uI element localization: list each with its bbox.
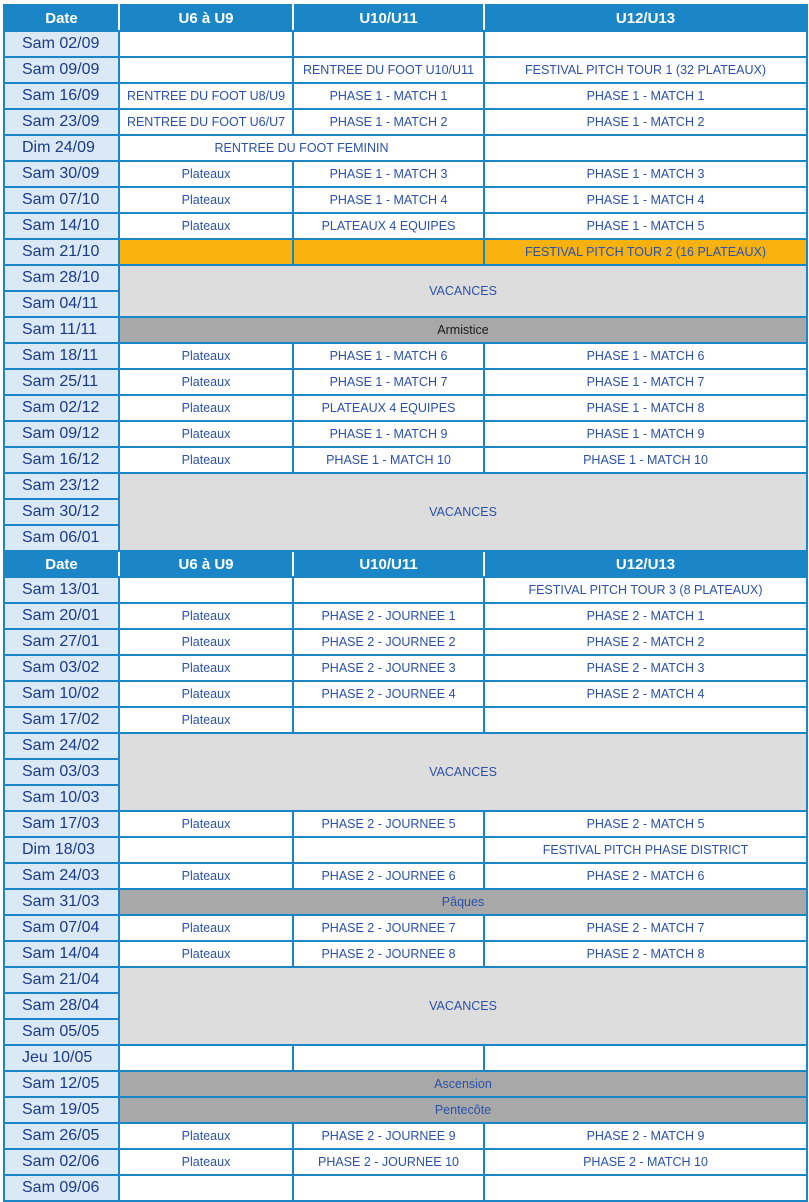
holiday-cell: Pentecôte (119, 1097, 807, 1123)
cell-u12-u13 (484, 707, 807, 733)
cell-u10-u11: PHASE 2 - JOURNEE 2 (293, 629, 484, 655)
cell-u12-u13: PHASE 2 - MATCH 2 (484, 629, 807, 655)
cell-u6-u9: Plateaux (119, 213, 293, 239)
row-date: Sam 19/05 (4, 1097, 119, 1123)
row-date: Sam 17/02 (4, 707, 119, 733)
row-date: Sam 14/04 (4, 941, 119, 967)
cell-u6-u9: Plateaux (119, 447, 293, 473)
cell-u6-u9 (119, 577, 293, 603)
cell-u6-u9: Plateaux (119, 1149, 293, 1175)
cell-u6-u9 (119, 239, 293, 265)
cell-u6-u9: RENTREE DU FOOT U8/U9 (119, 83, 293, 109)
cell-u10-u11: PHASE 2 - JOURNEE 6 (293, 863, 484, 889)
cell-u12-u13: PHASE 2 - MATCH 4 (484, 681, 807, 707)
schedule-row (4, 941, 807, 967)
cell-u6-u9: Plateaux (119, 161, 293, 187)
header-u6-u9: U6 à U9 (119, 551, 293, 577)
cell-u12-u13: PHASE 1 - MATCH 7 (484, 369, 807, 395)
cell-u6-u9: Plateaux (119, 707, 293, 733)
cell-u12-u13: PHASE 1 - MATCH 8 (484, 395, 807, 421)
cell-u12-u13: FESTIVAL PITCH TOUR 1 (32 PLATEAUX) (484, 57, 807, 83)
cell-u6-u9: Plateaux (119, 421, 293, 447)
cell-u10-u11: PHASE 2 - JOURNEE 5 (293, 811, 484, 837)
row-date: Sam 21/10 (4, 239, 119, 265)
schedule-row (4, 57, 807, 83)
row-date: Sam 23/09 (4, 109, 119, 135)
schedule-row (4, 213, 807, 239)
schedule-row (4, 1149, 807, 1175)
row-date: Sam 11/11 (4, 317, 119, 343)
schedule-row (4, 1045, 807, 1071)
cell-u10-u11: PHASE 1 - MATCH 9 (293, 421, 484, 447)
row-date: Sam 02/09 (4, 31, 119, 57)
row-date: Sam 26/05 (4, 1123, 119, 1149)
cell-u12-u13: PHASE 2 - MATCH 9 (484, 1123, 807, 1149)
header-row (4, 551, 807, 577)
cell-u6-u9: Plateaux (119, 681, 293, 707)
row-date: Sam 13/01 (4, 577, 119, 603)
row-date: Sam 02/12 (4, 395, 119, 421)
cell-u10-u11: PHASE 2 - JOURNEE 10 (293, 1149, 484, 1175)
header-u10-u11: U10/U11 (293, 551, 484, 577)
schedule-row (4, 733, 807, 759)
row-date: Sam 09/12 (4, 421, 119, 447)
cell-u6-u9 (119, 57, 293, 83)
schedule-row (4, 629, 807, 655)
cell-u6-u9: Plateaux (119, 915, 293, 941)
holiday-cell: Pâques (119, 889, 807, 915)
row-date: Dim 24/09 (4, 135, 119, 161)
cell-u12-u13: PHASE 1 - MATCH 9 (484, 421, 807, 447)
row-date: Sam 03/02 (4, 655, 119, 681)
cell-u12-u13: PHASE 2 - MATCH 7 (484, 915, 807, 941)
schedule-row (4, 473, 807, 499)
schedule-row (4, 1071, 807, 1097)
cell-u12-u13: PHASE 1 - MATCH 3 (484, 161, 807, 187)
row-date: Sam 02/06 (4, 1149, 119, 1175)
schedule-row (4, 421, 807, 447)
cell-u6-u9: Plateaux (119, 941, 293, 967)
schedule-row (4, 863, 807, 889)
vacances-cell: VACANCES (119, 733, 807, 811)
cell-u12-u13 (484, 1045, 807, 1071)
schedule-row (4, 109, 807, 135)
cell-u10-u11: PHASE 2 - JOURNEE 3 (293, 655, 484, 681)
cell-u10-u11 (293, 1175, 484, 1201)
schedule-row (4, 31, 807, 57)
row-date: Sam 10/02 (4, 681, 119, 707)
schedule-row (4, 1123, 807, 1149)
header-row (4, 5, 807, 31)
schedule-row (4, 135, 807, 161)
row-date: Sam 18/11 (4, 343, 119, 369)
cell-u6-u9: Plateaux (119, 811, 293, 837)
row-date: Sam 30/12 (4, 499, 119, 525)
schedule-row (4, 369, 807, 395)
cell-u12-u13: PHASE 2 - MATCH 1 (484, 603, 807, 629)
schedule-row (4, 681, 807, 707)
schedule-row (4, 577, 807, 603)
row-date: Sam 28/04 (4, 993, 119, 1019)
cell-u10-u11: PHASE 2 - JOURNEE 9 (293, 1123, 484, 1149)
cell-u10-u11: PLATEAUX 4 EQUIPES (293, 213, 484, 239)
cell-u12-u13: FESTIVAL PITCH TOUR 3 (8 PLATEAUX) (484, 577, 807, 603)
row-date: Sam 23/12 (4, 473, 119, 499)
cell-u12-u13: PHASE 2 - MATCH 8 (484, 941, 807, 967)
cell-u6-u9: Plateaux (119, 369, 293, 395)
schedule-body (4, 5, 807, 1201)
cell-u10-u11: PHASE 1 - MATCH 6 (293, 343, 484, 369)
schedule-row (4, 187, 807, 213)
cell-u10-u11 (293, 239, 484, 265)
schedule-row (4, 1175, 807, 1201)
schedule-row (4, 161, 807, 187)
cell-u10-u11: PLATEAUX 4 EQUIPES (293, 395, 484, 421)
cell-u10-u11: PHASE 1 - MATCH 1 (293, 83, 484, 109)
vacances-cell: VACANCES (119, 473, 807, 551)
cell-u10-u11: PHASE 1 - MATCH 10 (293, 447, 484, 473)
row-date: Sam 09/09 (4, 57, 119, 83)
schedule-row (4, 837, 807, 863)
row-date: Dim 18/03 (4, 837, 119, 863)
schedule-row (4, 707, 807, 733)
cell-u10-u11: RENTREE DU FOOT U10/U11 (293, 57, 484, 83)
cell-u10-u11 (293, 577, 484, 603)
cell-u12-u13: PHASE 1 - MATCH 2 (484, 109, 807, 135)
schedule-row (4, 655, 807, 681)
cell-u12-u13 (484, 31, 807, 57)
cell-u12-u13: PHASE 1 - MATCH 4 (484, 187, 807, 213)
row-date: Sam 21/04 (4, 967, 119, 993)
row-date: Sam 27/01 (4, 629, 119, 655)
row-date: Sam 07/10 (4, 187, 119, 213)
row-date: Jeu 10/05 (4, 1045, 119, 1071)
row-date: Sam 24/02 (4, 733, 119, 759)
cell-u6-u9: Plateaux (119, 655, 293, 681)
header-date: Date (4, 5, 119, 31)
cell-u10-u11: PHASE 1 - MATCH 3 (293, 161, 484, 187)
cell-u6-u9: Plateaux (119, 629, 293, 655)
schedule-table (3, 4, 808, 1202)
cell-u10-u11 (293, 837, 484, 863)
cell-u12-u13: FESTIVAL PITCH PHASE DISTRICT (484, 837, 807, 863)
cell-u12-u13: PHASE 1 - MATCH 6 (484, 343, 807, 369)
row-date: Sam 16/09 (4, 83, 119, 109)
schedule-row (4, 83, 807, 109)
row-date: Sam 31/03 (4, 889, 119, 915)
schedule-row (4, 317, 807, 343)
row-date: Sam 10/03 (4, 785, 119, 811)
cell-u6-u9 (119, 1045, 293, 1071)
row-date: Sam 30/09 (4, 161, 119, 187)
event-cell-span: RENTREE DU FOOT FEMININ (119, 135, 484, 161)
row-date: Sam 09/06 (4, 1175, 119, 1201)
cell-u12-u13: PHASE 2 - MATCH 5 (484, 811, 807, 837)
cell-u6-u9 (119, 31, 293, 57)
cell-u12-u13: FESTIVAL PITCH TOUR 2 (16 PLATEAUX) (484, 239, 807, 265)
row-date: Sam 24/03 (4, 863, 119, 889)
header-u12-u13: U12/U13 (484, 5, 807, 31)
header-u12-u13: U12/U13 (484, 551, 807, 577)
row-date: Sam 06/01 (4, 525, 119, 551)
row-date: Sam 05/05 (4, 1019, 119, 1045)
cell-u6-u9 (119, 837, 293, 863)
schedule-row (4, 603, 807, 629)
row-date: Sam 03/03 (4, 759, 119, 785)
cell-u12-u13: PHASE 2 - MATCH 10 (484, 1149, 807, 1175)
cell-u6-u9: Plateaux (119, 395, 293, 421)
cell-u10-u11 (293, 31, 484, 57)
cell-u12-u13 (484, 135, 807, 161)
cell-u10-u11 (293, 707, 484, 733)
row-date: Sam 12/05 (4, 1071, 119, 1097)
header-u6-u9: U6 à U9 (119, 5, 293, 31)
cell-u10-u11: PHASE 1 - MATCH 7 (293, 369, 484, 395)
schedule-row (4, 265, 807, 291)
cell-u12-u13: PHASE 1 - MATCH 5 (484, 213, 807, 239)
vacances-cell: VACANCES (119, 265, 807, 317)
schedule-row (4, 811, 807, 837)
schedule-row (4, 239, 807, 265)
holiday-cell: Armistice (119, 317, 807, 343)
row-date: Sam 28/10 (4, 265, 119, 291)
header-u10-u11: U10/U11 (293, 5, 484, 31)
cell-u10-u11: PHASE 2 - JOURNEE 7 (293, 915, 484, 941)
cell-u12-u13: PHASE 2 - MATCH 3 (484, 655, 807, 681)
cell-u6-u9: RENTREE DU FOOT U6/U7 (119, 109, 293, 135)
schedule-row (4, 1097, 807, 1123)
cell-u6-u9: Plateaux (119, 1123, 293, 1149)
cell-u12-u13: PHASE 2 - MATCH 6 (484, 863, 807, 889)
cell-u6-u9 (119, 1175, 293, 1201)
schedule-row (4, 447, 807, 473)
cell-u10-u11: PHASE 1 - MATCH 2 (293, 109, 484, 135)
cell-u10-u11: PHASE 1 - MATCH 4 (293, 187, 484, 213)
cell-u6-u9: Plateaux (119, 863, 293, 889)
cell-u10-u11: PHASE 2 - JOURNEE 8 (293, 941, 484, 967)
row-date: Sam 07/04 (4, 915, 119, 941)
vacances-cell: VACANCES (119, 967, 807, 1045)
holiday-cell: Ascension (119, 1071, 807, 1097)
header-date: Date (4, 551, 119, 577)
row-date: Sam 20/01 (4, 603, 119, 629)
cell-u6-u9: Plateaux (119, 603, 293, 629)
cell-u10-u11: PHASE 2 - JOURNEE 4 (293, 681, 484, 707)
row-date: Sam 17/03 (4, 811, 119, 837)
schedule-row (4, 889, 807, 915)
row-date: Sam 14/10 (4, 213, 119, 239)
cell-u10-u11 (293, 1045, 484, 1071)
row-date: Sam 16/12 (4, 447, 119, 473)
cell-u12-u13 (484, 1175, 807, 1201)
schedule-row (4, 915, 807, 941)
cell-u12-u13: PHASE 1 - MATCH 10 (484, 447, 807, 473)
cell-u12-u13: PHASE 1 - MATCH 1 (484, 83, 807, 109)
schedule-row (4, 395, 807, 421)
row-date: Sam 04/11 (4, 291, 119, 317)
cell-u6-u9: Plateaux (119, 187, 293, 213)
cell-u10-u11: PHASE 2 - JOURNEE 1 (293, 603, 484, 629)
row-date: Sam 25/11 (4, 369, 119, 395)
schedule-row (4, 967, 807, 993)
schedule-row (4, 343, 807, 369)
cell-u6-u9: Plateaux (119, 343, 293, 369)
